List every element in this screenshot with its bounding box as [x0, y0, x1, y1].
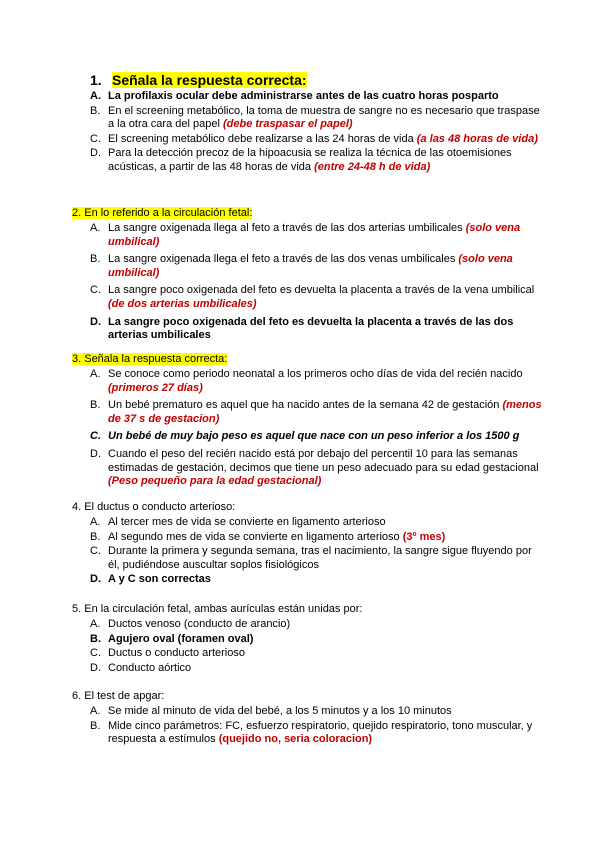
question-3-option-c: C. Un bebé de muy bajo peso es aquel que nace con un peso inferior a los 1500 g	[90, 430, 520, 443]
question-2-option-c: C. La sangre poco oxigenada del feto es devuelta la placenta a través de la vena umbilical (de dos arterias umbilicales)	[90, 284, 535, 310]
question-3-option-a: A. Se conoce como periodo neonatal a los primeros ocho días de vida del recién nacido (primeros 27 días)	[90, 368, 523, 394]
question-1-option-a: A. La profilaxis ocular debe administrarse antes de las cuatro horas posparto	[90, 90, 499, 102]
question-5-option-a: A. Ductos venoso (conducto de arancio)	[90, 618, 291, 630]
question-6-option-a: A. Se mide al minuto de vida del bebé, a los 5 minutos y a los 10 minutos	[90, 705, 452, 717]
question-3-title: 3. Señala la respuesta correcta:	[72, 353, 228, 365]
question-5-option-d: D. Conducto aórtico	[90, 661, 192, 674]
question-4	[72, 500, 542, 587]
question-3-option-d: D. Cuando el peso del recién nacido está por debajo del percentil 10 para las semanas estimadas de gestación, decimos que tiene un peso adecuado para su edad gestacional (Peso pequeño para la edad gestacional)	[90, 447, 539, 488]
question-4-option-c: C. Durante la primera y segunda semana, tras el nacimiento, la sangre sigue fluyendo por él, pudiéndose auscultar soplos fisiológicos	[90, 545, 532, 571]
question-6-title: 6. El test de apgar:	[72, 690, 165, 702]
question-6-option-b: B. Mide cinco parámetros: FC, esfuerzo respiratorio, quejido respiratorio, tono muscular, y respuesta a estímulos (quejido no, seria coloracion)	[90, 719, 533, 746]
question-2	[72, 206, 542, 343]
question-2-title: 2. En lo referido a la circulación fetal:	[72, 207, 253, 219]
question-1-option-d: D. Para la detección precoz de la hipoacusia se realiza la técnica de las otoemisiones acústicas, a partir de las 48 horas de vida (entre 24-48 h de vida)	[90, 147, 512, 173]
question-1-title: 1. Señala la respuesta correcta:	[72, 72, 542, 89]
question-4-option-a: A. Al tercer mes de vida se convierte en ligamento arterioso	[90, 516, 386, 528]
question-2-option-d: D. La sangre poco oxigenada del feto es devuelta la placenta a través de las dos arterias umbilicales	[90, 315, 514, 342]
question-5-title: 5. En la circulación fetal, ambas aurículas están unidas por:	[72, 603, 363, 615]
question-2-option-a: A. La sangre oxigenada llega al feto a través de las dos arterias umbilicales (solo vena umbilical)	[90, 222, 521, 248]
question-5-option-b: B. Agujero oval (foramen oval)	[90, 632, 254, 645]
question-4-option-d: D. A y C son correctas	[90, 573, 211, 586]
question-3	[72, 352, 542, 489]
question-2-option-b: B. La sangre oxigenada llega el feto a través de las dos venas umbilicales (solo vena umbilical)	[90, 253, 513, 279]
question-4-title: 4. El ductus o conducto arterioso:	[72, 501, 236, 513]
question-4-option-b: B. Al segundo mes de vida se convierte en ligamento arterioso (3º mes)	[90, 530, 446, 543]
question-1-option-b: B. En el screening metabólico, la toma de muestra de sangre no es necesario que traspase a la otra cara del papel (debe traspasar el papel)	[90, 104, 540, 131]
question-6	[72, 689, 542, 747]
question-5	[72, 602, 542, 675]
question-5-option-c: C. Ductus o conducto arterioso	[90, 647, 245, 660]
question-1-option-c: C. El screening metabólico debe realizarse a las 24 horas de vida (a las 48 horas de vida)	[90, 132, 538, 145]
question-1	[72, 72, 542, 175]
question-3-option-b: B. Un bebé prematuro es aquel que ha nacido antes de la semana 42 de gestación (menos de 37 s de gestacion)	[90, 399, 542, 425]
question-1-number: 1.	[90, 72, 102, 88]
